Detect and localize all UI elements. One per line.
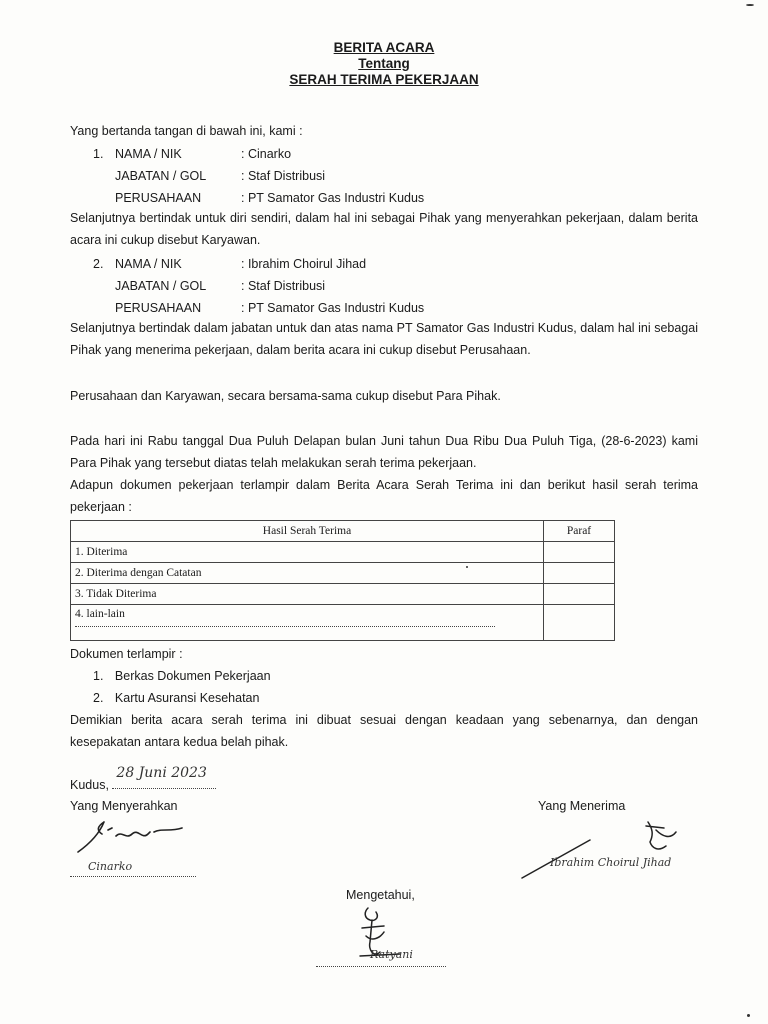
party1-company-value: : PT Samator Gas Industri Kudus — [241, 191, 425, 205]
result-row-label: 1. Diterima — [71, 542, 544, 563]
party2-company-value: : PT Samator Gas Industri Kudus — [241, 301, 425, 315]
party2-position-value: : Staf Distribusi — [241, 279, 326, 293]
receiver-signature — [520, 812, 700, 884]
scan-speck — [747, 1014, 750, 1017]
attachment-item-1 — [93, 665, 271, 687]
header-paraf: Paraf — [544, 521, 615, 542]
date-dotted-line — [112, 765, 216, 789]
witness-handwritten-name: Ratyani — [370, 948, 413, 961]
party1-name-label: NAMA / NIK — [115, 147, 182, 161]
party1-statement: Selanjutnya bertindak untuk diri sendiri, dalam hal ini sebagai Pihak yang menyerahkan pekerjaan, dalam berita acara ini cukup disebut Karyawan. — [70, 211, 698, 247]
party2-company-label: PERUSAHAAN — [115, 301, 202, 315]
attachment-item-2 — [93, 687, 259, 709]
result-table — [70, 520, 615, 641]
closing-text: Demikian berita acara serah terima ini dibuat sesuai dengan keadaan yang sebenarnya, dan dengan kesepakatan antara kedua belah pihak. — [70, 713, 698, 749]
attachment-number: 2. — [93, 691, 104, 705]
attachments-label: Dokumen terlampir : — [70, 647, 183, 661]
party1-position-label: JABATAN / GOL — [115, 169, 207, 183]
party1-name-value: : Cinarko — [241, 147, 292, 161]
table-row — [71, 563, 615, 584]
scan-speck — [466, 566, 468, 568]
party1-number: 1. — [93, 147, 104, 161]
table-row — [71, 542, 615, 563]
place-label: Kudus, — [70, 778, 109, 792]
header-result: Hasil Serah Terima — [71, 521, 544, 542]
document-title — [0, 40, 768, 88]
witness-name-line — [316, 948, 446, 967]
title-serah-terima: SERAH TERIMA PEKERJAAN — [289, 72, 479, 87]
result-row-label: 4. lain-lain — [75, 608, 125, 620]
table-row — [71, 584, 615, 605]
paraf-cell — [544, 605, 615, 641]
attachment-text: Kartu Asuransi Kesehatan — [114, 691, 260, 705]
attachment-number: 1. — [93, 669, 104, 683]
title-tentang: Tentang — [358, 56, 410, 71]
paraf-cell — [544, 584, 615, 605]
handwritten-date: 28 Juni 2023 — [116, 765, 207, 781]
party2-name-label: NAMA / NIK — [115, 257, 182, 271]
party2-name-value: : Ibrahim Choirul Jihad — [241, 257, 367, 271]
party2-number: 2. — [93, 257, 104, 271]
receiver-label: Yang Menerima — [538, 799, 626, 813]
receiver-handwritten-name: Ibrahim Choirul Jihad — [550, 856, 672, 869]
documents-statement: Adapun dokumen pekerjaan terlampir dalam Berita Acara Serah Terima ini dan berikut hasil serah terima pekerjaan : — [70, 478, 698, 514]
table-row — [71, 605, 615, 641]
party1-block — [0, 143, 768, 209]
notes-dotted-line — [75, 626, 495, 627]
giver-handwritten-name: Cinarko — [88, 860, 133, 873]
giver-label: Yang Menyerahkan — [70, 799, 178, 813]
result-row-label: 2. Diterima dengan Catatan — [71, 563, 544, 584]
handover-statement: Pada hari ini Rabu tanggal Dua Puluh Delapan bulan Juni tahun Dua Ribu Dua Puluh Tiga, (28-6-2023) kami Para Pihak yang tersebut diatas telah melakukan serah terima pekerjaan. — [70, 434, 698, 470]
scan-speck — [746, 4, 754, 6]
both-parties-text: Perusahaan dan Karyawan, secara bersama-sama cukup disebut Para Pihak. — [70, 389, 501, 403]
result-row-label: 3. Tidak Diterima — [71, 584, 544, 605]
giver-name-line — [70, 858, 196, 877]
result-table-header — [71, 521, 615, 542]
party2-statement: Selanjutnya bertindak dalam jabatan untuk dan atas nama PT Samator Gas Industri Kudus, dalam hal ini sebagai Pihak yang menerima pekerjaan, dalam berita acara ini cukup disebut Perusahaan. — [70, 321, 698, 357]
party1-company-label: PERUSAHAAN — [115, 191, 202, 205]
attachment-text: Berkas Dokumen Pekerjaan — [114, 669, 271, 683]
paraf-cell — [544, 563, 615, 584]
title-berita-acara: BERITA ACARA — [333, 40, 435, 55]
party2-block — [0, 253, 768, 319]
witness-label: Mengetahui, — [346, 888, 415, 902]
intro-text: Yang bertanda tangan di bawah ini, kami : — [70, 124, 303, 138]
party2-position-label: JABATAN / GOL — [115, 279, 207, 293]
paraf-cell — [544, 542, 615, 563]
party1-position-value: : Staf Distribusi — [241, 169, 326, 183]
giver-signature — [70, 818, 190, 858]
place-date-line — [70, 765, 216, 792]
